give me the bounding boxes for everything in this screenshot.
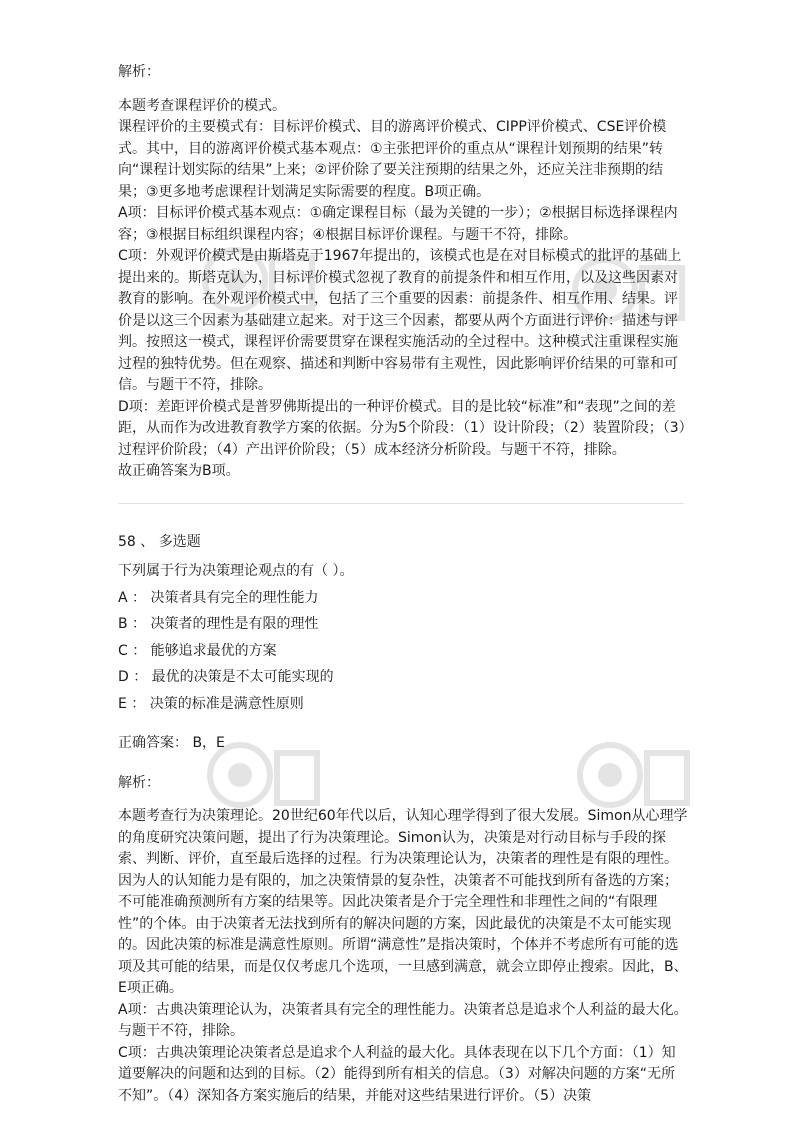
document-page (118, 62, 688, 1107)
section-divider (118, 503, 684, 504)
analysis-paragraph: 本题考查行为决策理论。20世纪60年代以后，认知心理学得到了很大发展。Simon从心理学的角度研究决策问题，提出了行为决策理论。Simon认为，决策是对行动目标与手段的探索、判断、评价，直至最后选择的过程。行为决策理论认为，决策者的理性是有限的理性。因为人的认知能力是有限的，加之决策情景的复杂性，决策者不可能找到所有备选的方案；不可能准确预测所有方案的结果等。因此决策者是介于完全理性和非理性之间的“有限理性”的个体。由于决策者无法找到所有的解决问题的方案，因此最优的决策是不太可能实现的。因此决策的标准是满意性原则。所谓“满意性”是指决策时，个体并不考虑所有可能的选项及其可能的结果，而是仅仅考虑几个选项，一旦感到满意，就会立即停止搜索。因此，B、E项正确。 (118, 808, 688, 996)
option-a: A ： 决策者具有完全的理性能力 (118, 589, 319, 606)
analysis-paragraph: A项：目标评价模式基本观点：①确定课程目标（最为关键的一步）；②根据目标选择课程内容；③根据目标组织课程内容；④根据目标评价课程。与题干不符，排除。 (118, 205, 678, 243)
option-e: E ： 决策的标准是满意性原则 (118, 695, 304, 712)
analysis-paragraph: 课程评价的主要模式有：目标评价模式、目的游离评价模式、CIPP评价模式、CSE评价模式。其中，目的游离评价模式基本观点：①主张把评价的重点从“课程计划预期的结果”转向“课程计划实际的结果”上来；②评价除了要关注预期的结果之外，还应关注非预期的结果；③更多地考虑课程计划满足实际需要的程度。B项正确。 (118, 119, 667, 200)
analysis-paragraph: D项：差距评价模式是普罗佛斯提出的一种评价模式。目的是比较“标准”和“表现”之间的差距，从而作为改进教育教学方案的依据。分为5个阶段：（1）设计阶段；（2）装置阶段；（3）过程评价阶段；（4）产出评价阶段；（5）成本经济分析阶段。与题干不符，排除。 (118, 398, 686, 458)
option-b: B ： 决策者的理性是有限的理性 (118, 616, 319, 632)
option-c: C ： 能够追求最优的方案 (118, 642, 277, 659)
analysis-section-2 (118, 773, 688, 1108)
analysis-conclusion: 故正确答案为B项。 (118, 463, 240, 479)
analysis-section-1 (118, 62, 688, 483)
analysis-paragraph: C项：外观评价模式是由斯塔克于1967年提出的，该模式也是在对目标模式的批评的基础上提出来的。斯塔克认为，目标评价模式忽视了教育的前提条件和相互作用，以及这些因素对教育的影响。在外观评价模式中，包括了三个重要的因素：前提条件、相互作用、结果。评价是以这三个因素为基础建立起来。对于这三个因素，都要从两个方面进行评价：描述与评判。按照这一模式，课程评价需要贯穿在课程实施活动的全过程中。这种模式注重课程实施过程的独特优势。但在观察、描述和判断中容易带有主观性，因此影响评价结果的可靠和可信。与题干不符，排除。 (118, 248, 682, 393)
analysis-label: 解析： (118, 774, 160, 791)
correct-answer: 正确答案： B，E (118, 735, 225, 751)
analysis-label: 解析： (118, 64, 160, 80)
option-d: D ： 最优的决策是不太可能实现的 (118, 669, 334, 685)
question-stem: 下列属于行为决策理论观点的有（ ）。 (118, 563, 354, 579)
analysis-paragraph: C项：古典决策理论决策者总是追求个人利益的最大化。具体表现在以下几个方面：（1）知道要解决的问题和达到的目标。（2）能得到所有相关的信息。（3）对解决问题的方案“无所不知”。（4）深知各方案实施后的结果，并能对这些结果进行评价。（5）决策 (118, 1044, 676, 1104)
analysis-paragraph: A项：古典决策理论认为，决策者具有完全的理性能力。决策者总是追求个人利益的最大化。与题干不符，排除。 (118, 1001, 688, 1039)
analysis-paragraph: 本题考查课程评价的模式。 (118, 97, 286, 114)
question-58 (118, 532, 688, 755)
question-header: 58 、 多选题 (118, 533, 201, 550)
